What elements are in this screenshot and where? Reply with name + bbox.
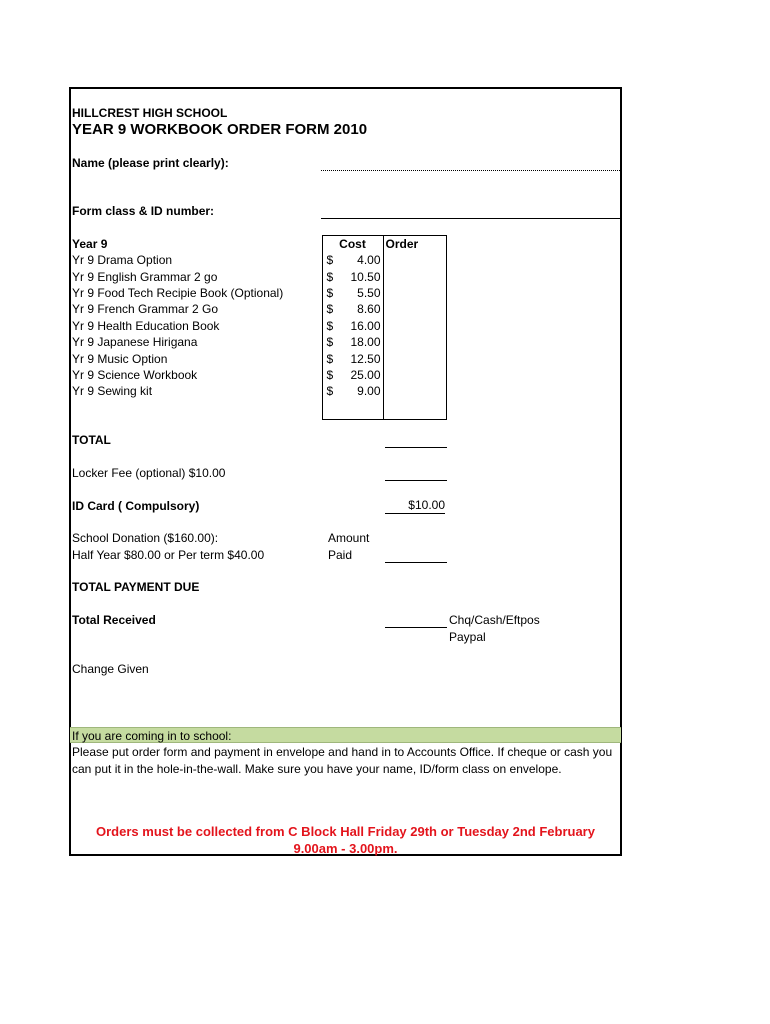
table-row	[70, 318, 446, 334]
total-received-field[interactable]	[385, 613, 447, 628]
currency-symbol: $	[326, 367, 334, 382]
item-name: Yr 9 Food Tech Recipie Book (Optional)	[70, 285, 322, 301]
payment-methods-line1: Chq/Cash/Eftpos	[449, 613, 540, 627]
name-field[interactable]	[321, 158, 622, 171]
item-cost-value: 4.00	[357, 253, 381, 268]
item-order-field[interactable]	[383, 252, 446, 268]
item-order-field[interactable]	[383, 318, 446, 334]
item-name: Yr 9 French Grammar 2 Go	[70, 301, 322, 317]
name-label: Name (please print clearly):	[72, 156, 229, 170]
item-cost-value: 5.50	[357, 285, 381, 300]
currency-symbol: $	[326, 285, 334, 300]
total-field[interactable]	[385, 433, 447, 448]
item-order-field[interactable]	[383, 350, 446, 366]
item-order-field[interactable]	[383, 301, 446, 317]
item-cost	[322, 367, 383, 383]
col-item-header: Year 9	[70, 236, 322, 253]
table-row	[70, 334, 446, 350]
item-cost	[322, 383, 383, 399]
item-cost-value: 25.00	[350, 367, 381, 382]
id-card-label: ID Card ( Compulsory)	[72, 499, 200, 513]
item-order-field[interactable]	[383, 367, 446, 383]
instructions-text: Please put order form and payment in envelope and hand in to Accounts Office. If cheque or cash you can put it in the hole-in-the-wall. Make sure you have your name, ID/form class on envelope.	[72, 745, 613, 776]
form-class-label: Form class & ID number:	[72, 204, 215, 218]
item-cost-value: 10.50	[350, 269, 381, 284]
item-cost-value: 9.00	[357, 384, 381, 399]
item-cost	[322, 252, 383, 268]
change-given-label: Change Given	[72, 662, 149, 676]
item-cost	[322, 350, 383, 366]
table-row	[70, 268, 446, 284]
currency-symbol: $	[326, 302, 334, 317]
item-name: Yr 9 Sewing kit	[70, 383, 322, 399]
items-table	[70, 235, 447, 420]
item-order-field[interactable]	[383, 268, 446, 284]
table-row	[70, 383, 446, 399]
amount-label: Amount	[328, 531, 370, 545]
item-cost	[322, 268, 383, 284]
currency-symbol: $	[326, 318, 334, 333]
item-name: Yr 9 Japanese Hirigana	[70, 334, 322, 350]
locker-fee-label: Locker Fee (optional) $10.00	[72, 466, 226, 480]
table-row	[70, 252, 446, 268]
form-class-field[interactable]	[321, 206, 622, 219]
item-cost-value: 12.50	[350, 351, 381, 366]
table-row	[70, 285, 446, 301]
item-cost-value: 16.00	[350, 318, 381, 333]
spacer-cell[interactable]	[383, 400, 446, 420]
donation-label-line2: Half Year $80.00 or Per term $40.00	[72, 548, 265, 562]
spacer-cell	[322, 400, 383, 420]
currency-symbol: $	[326, 384, 334, 399]
item-order-field[interactable]	[383, 334, 446, 350]
total-label: TOTAL	[72, 433, 111, 447]
item-order-field[interactable]	[383, 285, 446, 301]
item-cost	[322, 334, 383, 350]
item-name: Yr 9 English Grammar 2 go	[70, 268, 322, 284]
item-order-field[interactable]	[383, 383, 446, 399]
collection-notice	[70, 823, 621, 857]
currency-symbol: $	[326, 269, 334, 284]
table-header-row	[70, 236, 446, 253]
item-name: Yr 9 Music Option	[70, 350, 322, 366]
currency-symbol: $	[326, 351, 334, 366]
payment-methods-line2: Paypal	[449, 630, 486, 644]
table-row	[70, 367, 446, 383]
currency-symbol: $	[326, 335, 334, 350]
donation-label-line1: School Donation ($160.00):	[72, 531, 219, 545]
item-name: Yr 9 Science Workbook	[70, 367, 322, 383]
currency-symbol: $	[326, 253, 334, 268]
collection-notice-line2: 9.00am - 3.00pm.	[293, 841, 398, 856]
table-row	[70, 301, 446, 317]
paid-label: Paid	[328, 548, 353, 562]
form-title: YEAR 9 WORKBOOK ORDER FORM 2010	[72, 121, 368, 138]
locker-fee-field[interactable]	[385, 466, 447, 481]
item-cost	[322, 285, 383, 301]
item-cost-value: 8.60	[357, 302, 381, 317]
col-cost-header: Cost	[322, 236, 383, 253]
item-name: Yr 9 Drama Option	[70, 252, 322, 268]
item-cost	[322, 318, 383, 334]
item-cost-value: 18.00	[350, 335, 381, 350]
id-card-value: $10.00	[385, 498, 445, 514]
item-name: Yr 9 Health Education Book	[70, 318, 322, 334]
total-received-label: Total Received	[72, 613, 156, 627]
notice-heading: If you are coming in to school:	[70, 727, 621, 743]
table-spacer-row	[70, 400, 446, 420]
col-order-header: Order	[383, 236, 446, 253]
spacer-cell	[70, 400, 322, 420]
donation-field[interactable]	[385, 548, 447, 563]
collection-notice-line1: Orders must be collected from C Block Hall Friday 29th or Tuesday 2nd February	[96, 824, 595, 839]
item-cost	[322, 301, 383, 317]
total-payment-due-label: TOTAL PAYMENT DUE	[72, 580, 200, 594]
table-row	[70, 350, 446, 366]
school-name: HILLCREST HIGH SCHOOL	[72, 106, 228, 120]
